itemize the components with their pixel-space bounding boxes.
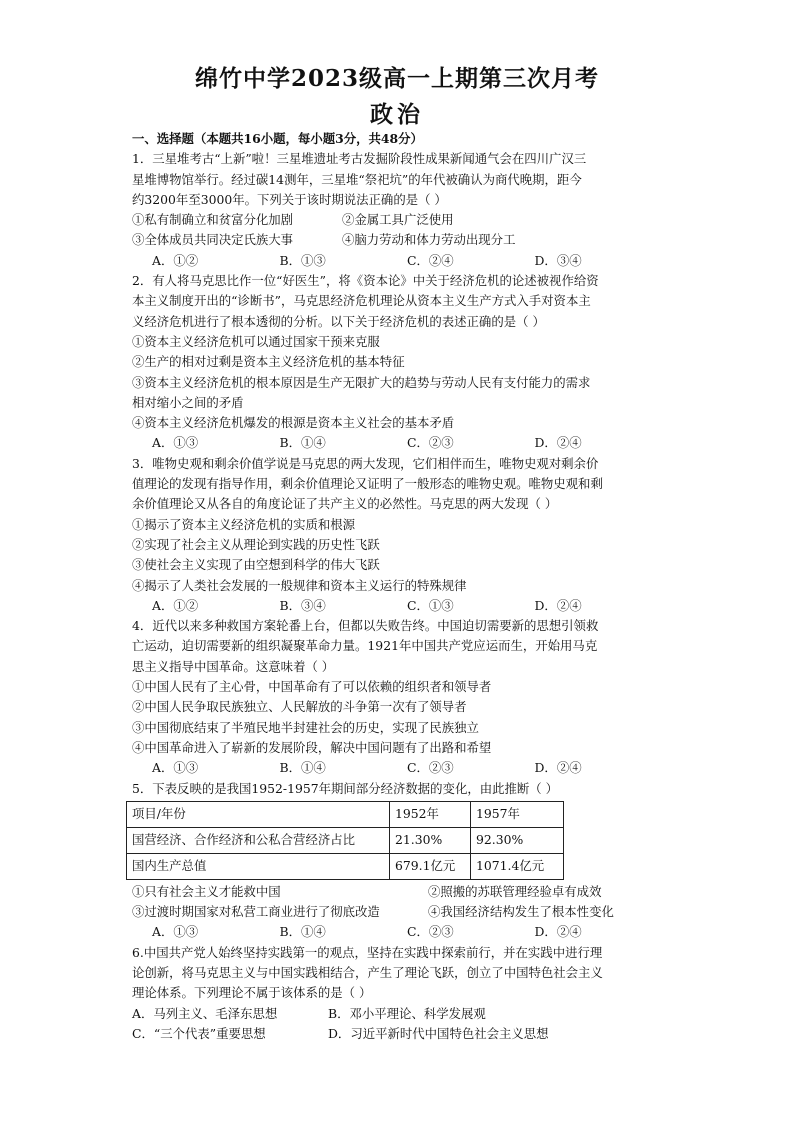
question-stem-line: 余价值理论又从各自的角度论证了共产主义的必然性。马克思的两大发现（ ） xyxy=(132,496,558,512)
statement: ③中国彻底结束了半殖民地半封建社会的历史，实现了民族独立 xyxy=(132,719,479,735)
option-a: A．马列主义、毛泽东思想 xyxy=(132,1005,278,1021)
statement: ③使社会主义实现了由空想到科学的伟大飞跃 xyxy=(132,557,380,573)
option-d: D．习近平新时代中国特色社会主义思想 xyxy=(328,1025,549,1041)
question-5 xyxy=(132,779,662,943)
table-cell: 92.30% xyxy=(471,827,564,853)
question-stem-line: 论创新，将马克思主义与中国实践相结合，产生了理论飞跃，创立了中国特色社会主义 xyxy=(132,964,603,980)
answer-options xyxy=(132,251,662,271)
exam-content xyxy=(132,129,662,1044)
option-a: A．①③ xyxy=(152,924,199,940)
question-1 xyxy=(132,149,662,271)
exam-title: 绵竹中学2023级高一上期第三次月考 xyxy=(194,65,599,92)
statement: ②中国人民争取民族独立、人民解放的斗争第一次有了领导者 xyxy=(132,699,467,715)
option-b: B．邓小平理论、科学发展观 xyxy=(328,1005,486,1021)
table-row xyxy=(127,853,564,879)
option-b: B．①④ xyxy=(279,924,326,940)
statement: ④脑力劳动和体力劳动出现分工 xyxy=(342,232,516,248)
statement: ④中国革命进入了崭新的发展阶段，解决中国问题有了出路和希望 xyxy=(132,739,492,755)
option-d: D．②④ xyxy=(534,435,582,451)
statement: ②金属工具广泛使用 xyxy=(342,212,454,228)
statement: ③全体成员共同决定氏族大事 xyxy=(132,232,294,248)
option-d: D．②④ xyxy=(534,597,582,613)
question-stem-line: 2．有人将马克思比作一位“好医生”，将《资本论》中关于经济危机的论述被视作给资 xyxy=(132,273,599,289)
option-c: C．②③ xyxy=(407,924,454,940)
statement-row xyxy=(132,902,662,922)
question-stem-line: 义经济危机进行了根本透彻的分析。以下关于经济危机的表述正确的是（ ） xyxy=(132,313,545,329)
table-header-cell: 1952年 xyxy=(390,801,471,827)
table-header-cell: 1957年 xyxy=(471,801,564,827)
statement-row xyxy=(132,210,662,230)
section-heading: 一、选择题（本题共16小题，每小题3分，共48分） xyxy=(132,131,423,146)
statement: ③资本主义经济危机的根本原因是生产无限扩大的趋势与劳动人民有支付能力的需求 xyxy=(132,374,591,390)
question-6 xyxy=(132,943,662,1044)
option-c: C．②③ xyxy=(407,760,454,776)
option-b: B．①④ xyxy=(279,760,326,776)
question-stem-line: 理论体系。下列理论不属于该体系的是（ ） xyxy=(132,985,372,1001)
question-stem-line: 本主义制度开出的“诊断书”，马克思经济危机理论从资本主义生产方式入手对资本主 xyxy=(132,293,591,309)
option-d: D．②④ xyxy=(534,760,582,776)
answer-options xyxy=(132,1024,662,1044)
table-row xyxy=(127,827,564,853)
statement: ①只有社会主义才能救中国 xyxy=(132,883,281,899)
question-stem-line: 亡运动，迫切需要新的组织凝聚革命力量。1921年中国共产党应运而生，开始用马克 xyxy=(132,638,598,654)
statement: ①中国人民有了主心骨，中国革命有了可以依赖的组织者和领导者 xyxy=(132,679,492,695)
option-c: C．②③ xyxy=(407,435,454,451)
question-stem-line: 思主义指导中国革命。这意味着（ ） xyxy=(132,658,335,674)
option-b: B．①④ xyxy=(279,435,326,451)
statement: ④揭示了人类社会发展的一般规律和资本主义运行的特殊规律 xyxy=(132,577,467,593)
option-b: B．①③ xyxy=(279,252,326,268)
table-cell: 国营经济、合作经济和公私合营经济占比 xyxy=(127,827,390,853)
question-stem-line: 6.中国共产党人始终坚持实践第一的观点，坚持在实践中探索前行，并在实践中进行理 xyxy=(132,944,603,960)
table-header-row xyxy=(127,801,564,827)
answer-options xyxy=(132,922,662,942)
table-cell: 679.1亿元 xyxy=(390,853,471,879)
question-stem-line: 值理论的发现有指导作用，剩余价值理论又证明了一般形态的唯物史观。唯物史观和剩 xyxy=(132,476,603,492)
statement: ①资本主义经济危机可以通过国家干预来克服 xyxy=(132,333,380,349)
statement: ①私有制确立和贫富分化加剧 xyxy=(132,212,294,228)
question-stem-line: 5．下表反映的是我国1952-1957年期间部分经济数据的变化，由此推断（ ） xyxy=(132,780,559,796)
statement: ③过渡时期国家对私营工商业进行了彻底改造 xyxy=(132,904,380,920)
answer-options xyxy=(132,433,662,453)
statement: ②实现了社会主义从理论到实践的历史性飞跃 xyxy=(132,536,380,552)
question-4 xyxy=(132,616,662,778)
option-a: A．①② xyxy=(152,252,199,268)
question-stem-line: 4．近代以来多种救国方案轮番上台，但都以失败告终。中国迫切需要新的思想引领救 xyxy=(132,618,599,634)
option-c: C．①③ xyxy=(407,597,454,613)
question-2 xyxy=(132,271,662,454)
option-a: A．①③ xyxy=(152,435,199,451)
option-d: D．②④ xyxy=(534,924,582,940)
statement: ②照搬的苏联管理经验卓有成效 xyxy=(428,883,602,899)
question-stem-line: 约3200年至3000年。下列关于该时期说法正确的是（ ） xyxy=(132,191,447,207)
answer-options xyxy=(132,1004,662,1024)
table-cell: 1071.4亿元 xyxy=(471,853,564,879)
option-a: A．①③ xyxy=(152,760,199,776)
option-b: B．③④ xyxy=(279,597,326,613)
economic-data-table xyxy=(126,801,564,880)
statement: 相对缩小之间的矛盾 xyxy=(132,394,244,410)
question-stem-line: 星堆博物馆举行。经过碳14测年，三星堆“祭祀坑”的年代被确认为商代晚期，距今 xyxy=(132,171,582,187)
statement: ①揭示了资本主义经济危机的实质和根源 xyxy=(132,516,356,532)
exam-subject: 政治 xyxy=(370,101,424,128)
table-cell: 21.30% xyxy=(390,827,471,853)
table-header-cell: 项目/年份 xyxy=(127,801,390,827)
option-a: A．①② xyxy=(152,597,199,613)
answer-options xyxy=(132,758,662,778)
option-c: C．②④ xyxy=(407,252,454,268)
statement-row xyxy=(132,882,662,902)
question-stem-line: 1．三星堆考古“上新”啦！三星堆遗址考古发掘阶段性成果新闻通气会在四川广汉三 xyxy=(132,151,587,167)
statement: ④资本主义经济危机爆发的根源是资本主义社会的基本矛盾 xyxy=(132,415,455,431)
question-3 xyxy=(132,454,662,616)
option-d: D．③④ xyxy=(534,252,582,268)
statement: ④我国经济结构发生了根本性变化 xyxy=(428,904,614,920)
answer-options xyxy=(132,596,662,616)
table-cell: 国内生产总值 xyxy=(127,853,390,879)
statement: ②生产的相对过剩是资本主义经济危机的基本特征 xyxy=(132,354,405,370)
statement-row xyxy=(132,230,662,250)
question-stem-line: 3．唯物史观和剩余价值学说是马克思的两大发现，它们相伴而生，唯物史观对剩余价 xyxy=(132,455,599,471)
option-c: C．“三个代表”重要思想 xyxy=(132,1025,266,1041)
